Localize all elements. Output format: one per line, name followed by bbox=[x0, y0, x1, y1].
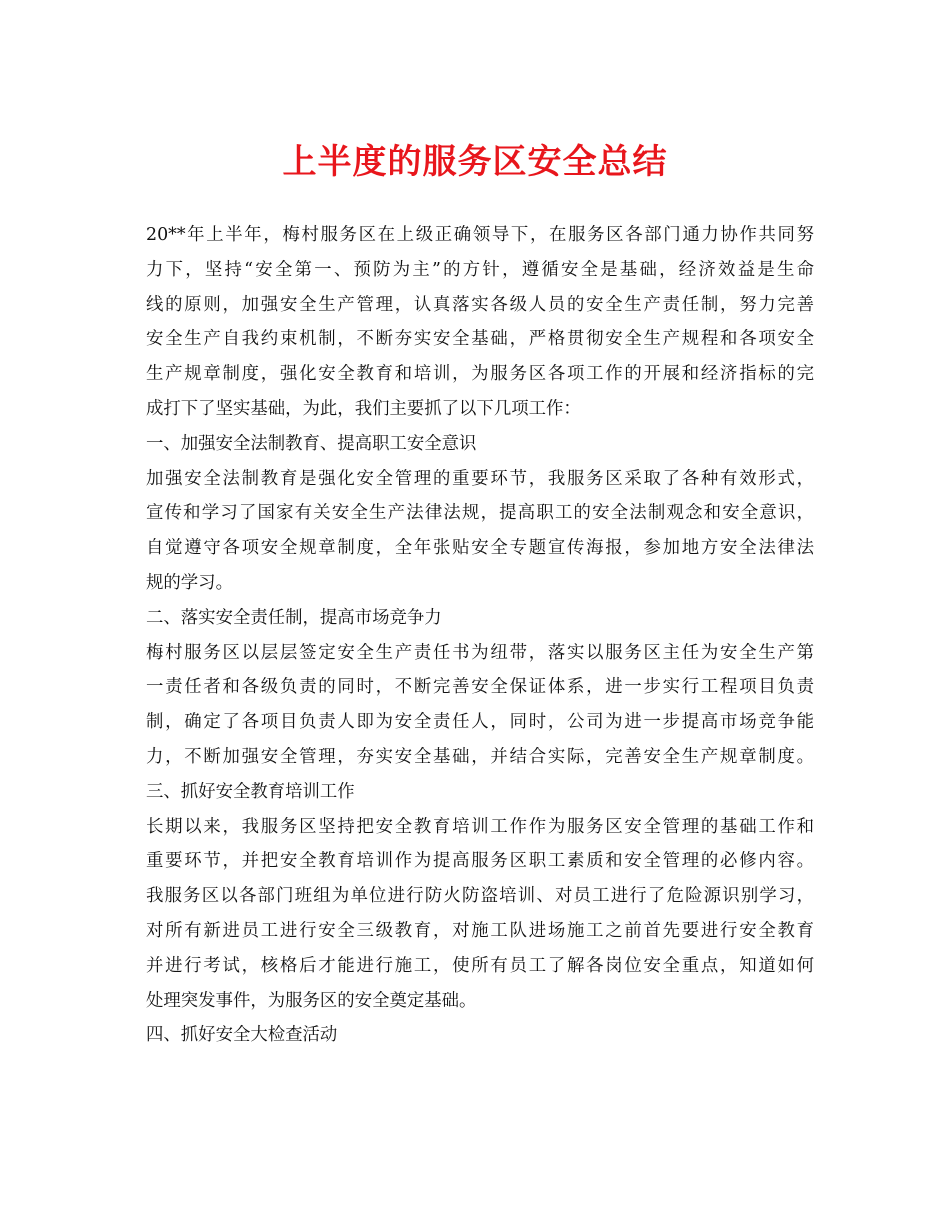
text-line: 四、抓好安全大检查活动 bbox=[146, 1025, 338, 1046]
text-line: 二、落实安全责任制，提高市场竞争力 bbox=[146, 607, 442, 628]
text-line: 力下，坚持“安全第一、预防为主”的方针，遵循安全是基础，经济效益是生命 bbox=[146, 259, 814, 280]
text-line: 宣传和学习了国家有关安全生产法律法规，提高职工的安全法制观念和安全意识， bbox=[146, 503, 814, 524]
text-line: 处理突发事件，为服务区的安全奠定基础。 bbox=[146, 990, 477, 1011]
text-line: 20**年上半年，梅村服务区在上级正确领导下，在服务区各部门通力协作共同努 bbox=[146, 225, 814, 245]
text-line: 并进行考试，核格后才能进行施工，使所有员工了解各岗位安全重点，知道如何 bbox=[146, 955, 814, 976]
text-line: 一责任者和各级负责的同时，不断完善安全保证体系，进一步实行工程项目负责 bbox=[146, 677, 814, 698]
text-line: 重要环节，并把安全教育培训作为提高服务区职工素质和安全管理的必修内容。 bbox=[146, 851, 814, 872]
text-line: 线的原则，加强安全生产管理，认真落实各级人员的安全生产责任制，努力完善 bbox=[146, 294, 814, 315]
text-line: 对所有新进员工进行安全三级教育，对施工队进场施工之前首先要进行安全教育 bbox=[146, 920, 814, 941]
document-body bbox=[146, 218, 814, 1053]
text-line: 我服务区以各部门班组为单位进行防火防盗培训、对员工进行了危险源识别学习， bbox=[146, 886, 814, 907]
text-line: 梅村服务区以层层签定安全生产责任书为纽带，落实以服务区主任为安全生产第 bbox=[146, 642, 814, 663]
text-line: 规的学习。 bbox=[146, 572, 233, 593]
text-line: 制，确定了各项目负责人即为安全责任人，同时，公司为进一步提高市场竞争能 bbox=[146, 712, 814, 733]
text-line: 自觉遵守各项安全规章制度，全年张贴安全专题宣传海报，参加地方安全法律法 bbox=[146, 538, 814, 559]
document-title: 上半度的服务区安全总结 bbox=[282, 142, 668, 182]
text-line: 生产规章制度，强化安全教育和培训，为服务区各项工作的开展和经济指标的完 bbox=[146, 364, 814, 385]
text-line: 成打下了坚实基础，为此，我们主要抓了以下几项工作： bbox=[146, 398, 581, 419]
text-line: 三、抓好安全教育培训工作 bbox=[146, 781, 355, 802]
text-line: 长期以来，我服务区坚持把安全教育培训工作作为服务区安全管理的基础工作和 bbox=[146, 816, 814, 837]
text-line: 一、加强安全法制教育、提高职工安全意识 bbox=[146, 433, 477, 454]
text-line: 力，不断加强安全管理，夯实安全基础，并结合实际，完善安全生产规章制度。 bbox=[146, 746, 814, 767]
text-line: 安全生产自我约束机制，不断夯实安全基础，严格贯彻安全生产规程和各项安全 bbox=[146, 329, 814, 350]
text-line: 加强安全法制教育是强化安全管理的重要环节，我服务区采取了各种有效形式， bbox=[146, 468, 814, 489]
